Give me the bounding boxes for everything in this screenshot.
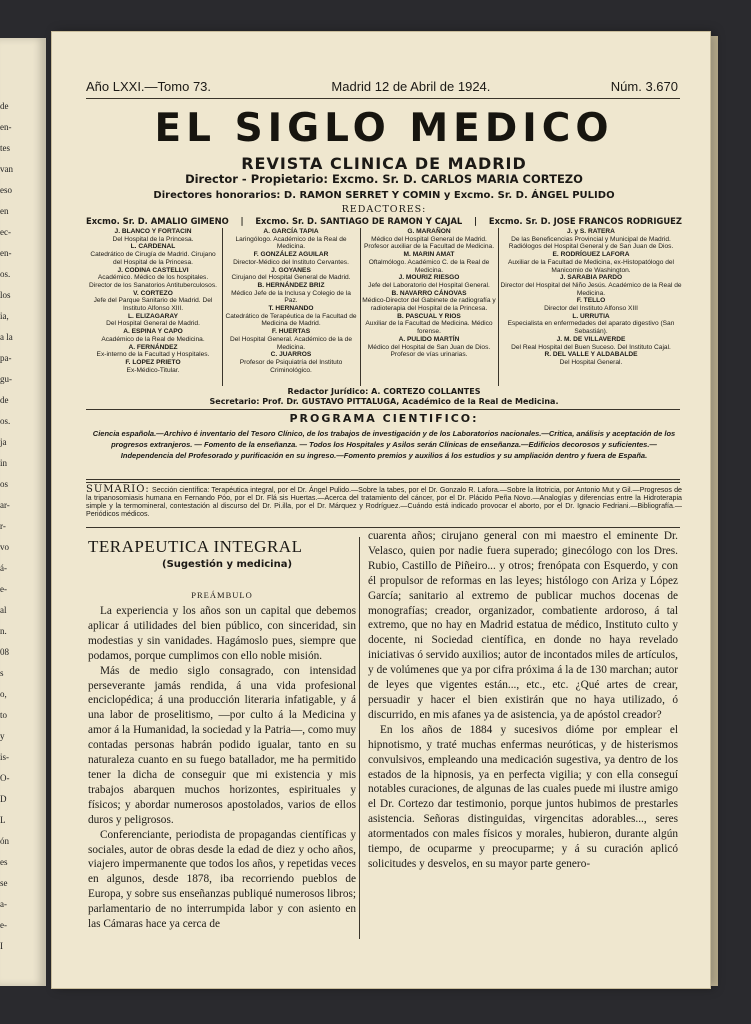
chief-editor-1: Excmo. Sr. D. AMALIO GIMENO	[86, 216, 229, 226]
editor-description: Ex-Médico-Titular.	[126, 366, 180, 374]
article-left-column	[88, 537, 356, 932]
journal-title: EL SIGLO MEDICO	[154, 106, 614, 151]
editors-column-3	[362, 228, 496, 359]
previous-page-fragment: ja	[0, 437, 7, 447]
section-heading: PREÁMBULO	[191, 590, 253, 600]
previous-page-fragment: es	[0, 857, 8, 867]
editor-description: Jefe del Laboratorio del Hospital General.	[368, 281, 490, 289]
issue-volume: Año LXXI.—Tomo 73.	[86, 79, 212, 94]
previous-page-fragment: os	[0, 479, 9, 489]
editor-name: M. MARIN AMAT	[403, 251, 455, 259]
previous-page-fragment: D	[0, 794, 7, 804]
editor-name: J. CODINA CASTELLVI	[117, 266, 189, 274]
editor-name: C. JUARROS	[270, 351, 312, 359]
editor-name: F. TELLO	[576, 297, 606, 305]
editor-description: Especialista en enfermedades del aparato digestivo (San Sebastián).	[507, 320, 675, 336]
editor-description: Médico del Hospital de San Juan de Dios. Profesor de vías urinarias.	[367, 343, 491, 359]
editor-name: R. DEL VALLE Y ALDABALDE	[544, 351, 638, 359]
previous-page-fragment: e-	[0, 920, 7, 930]
editor-description: Del Hospital de la Princesa.	[112, 235, 194, 243]
editor-description: Laringólogo. Académico de la Real de Medicina.	[235, 235, 347, 251]
previous-page-fragment: y	[0, 731, 5, 741]
previous-page-fragment: r-	[0, 521, 6, 531]
previous-page-fragment: eso	[0, 185, 12, 195]
journal-subtitle: REVISTA CLINICA DE MADRID	[241, 154, 527, 173]
previous-page-fragment: de	[0, 101, 9, 111]
sumario-label: SUMARIO:	[86, 484, 150, 495]
previous-page-fragment: os.	[0, 416, 11, 426]
previous-page-fragment: á-	[0, 563, 7, 573]
newspaper-page	[52, 32, 710, 988]
programa-rule-top	[86, 409, 680, 410]
masthead-line	[86, 79, 678, 94]
editor-name: A. PULIDO MARTÍN	[398, 335, 460, 343]
editor-description: Profesor de Psiquiatría del Instituto Criminológico.	[239, 358, 343, 374]
editor-description: Médico-Director del Gabinete de radiografía y radioterapia del Hospital de la Princesa.	[362, 297, 496, 313]
paragraph: La experiencia y los años son un capital que debemos aplicar á utilidades del bien público, con sinceridad, sin modestias y sin vanidades. Hagámoslo pues, siempre que podamos, porque cumplimos con ello noble misión.	[88, 605, 356, 662]
editor-name: J. y S. RATERA	[567, 228, 615, 235]
previous-page-fragment: ec-	[0, 227, 11, 237]
sumario	[86, 486, 682, 519]
programa-rule-bottom-2	[86, 482, 680, 483]
separator-1: |	[240, 216, 244, 226]
article-column-divider	[359, 537, 360, 939]
previous-page-fragment: L	[0, 815, 6, 825]
editor-name: A. ESPINA Y CAPO	[123, 328, 183, 336]
masthead-rule	[86, 98, 680, 99]
column-divider	[360, 228, 361, 386]
editor-description: Ex-interno de la Facultad y Hospitales.	[96, 351, 210, 359]
previous-page-fragment: en-	[0, 122, 12, 132]
editor-description: Oftalmólogo. Académico C. de la Real de Medicina.	[368, 258, 490, 274]
editor-name: J. BLANCO Y FORTACIN	[114, 228, 192, 235]
editor-name: B. NAVARRO CÁNOVAS	[391, 289, 467, 297]
sumario-rule	[86, 527, 680, 528]
editor-name: J. MOURIZ RIESGO	[398, 274, 460, 282]
programa-rule-bottom	[86, 479, 680, 480]
secretary: Secretario: Prof. Dr. GUSTAVO PITTALUGA, Académico de la Real de Medicina.	[209, 397, 559, 406]
previous-page-fragment: van	[0, 164, 13, 174]
previous-page-strip	[0, 38, 46, 986]
previous-page-fragment: ón	[0, 836, 9, 846]
previous-page-fragment: se	[0, 878, 8, 888]
editor-description: Director del Hospital del Niño Jesús. Académico de la Real de Medicina.	[500, 281, 682, 297]
editors-column-2	[224, 228, 358, 374]
previous-page-fragment: I	[0, 941, 3, 951]
previous-page-fragment: gu-	[0, 374, 12, 384]
previous-page-fragment: al	[0, 605, 7, 615]
legal-editor: Redactor Jurídico: A. CORTEZO COLLANTES	[287, 387, 481, 396]
editor-description: Médico Jefe de la Inclusa y Colegio de la Paz.	[231, 289, 351, 305]
editor-description: Director-Médico del Instituto Cervantes.	[233, 258, 349, 266]
previous-page-fragment: O-	[0, 773, 10, 783]
editor-name: V. CORTEZO	[133, 289, 173, 297]
previous-page-fragment: los	[0, 290, 11, 300]
previous-page-fragment: 08	[0, 647, 9, 657]
editor-name: J. GOYANES	[271, 266, 311, 274]
editor-description: Jefe del Parque Sanitario de Madrid. Del Instituto Alfonso XIII.	[93, 297, 213, 313]
previous-page-fragment: to	[0, 710, 8, 720]
column-divider	[222, 228, 223, 386]
article-right-column	[368, 529, 678, 872]
programa-text: Ciencia española.—Archivo é inventario del Tesoro Clínico, de los trabajos de investigación y de los Laboratorios nacionales.—Critica, análisis y aceptación de los progresos extranjeros. — Fomento de la enseñanza. — Todos los Hospitales y Asilos serán Clínicas de enseñanza.—Edificios decorosos y suficientes.—Independencia del Profesorado y purificación en su ingreso.—Fomento premios y auxilios á los estudios y su ampliación dentro y fuera de España.	[92, 429, 676, 460]
previous-page-fragment: de	[0, 395, 9, 405]
editor-name: A. GARCÍA TAPIA	[263, 228, 319, 235]
paragraph: Conferenciante, periodista de propagandas científicas y sociales, autor de obras desde la edad de diez y ocho años, viajero impermanente que todos los años, y repetidas veces en algunos, desde 1878, iba recorriendo pueblos de Europa, y sobre sus enseñanzas publiqué numerosos libros; parlamentario de no interrumpida labor y con asiento en las Cámaras hace ya cerca de	[88, 828, 356, 931]
editor-name: F. GONZÁLEZ AGUILAR	[253, 251, 329, 259]
paragraph: Más de medio siglo consagrado, con intensidad perseverante jamás rendida, á una vida profesional enciclopédica; á una producción literaria infatigable, y á una labor de proselitismo, —por culto á la Medicina y amor á la Humanidad, la sociedad y la Patria—, como muy contadas personas habrán podido igualar, tanto en su naturaleza cuanto en su fuego batallador, me ha permitido tener la dicha de conseguir que mi existencia y mis trabajos abarquen muchos horizontes, espirituales y físicos; y abordar numerosos apostolados, varios de ellos duros y peligrosos.	[88, 664, 356, 826]
editors-column-1	[86, 228, 220, 374]
previous-page-fragment: o,	[0, 689, 7, 699]
previous-page-fragment: in	[0, 458, 8, 468]
article-body-left	[88, 604, 356, 932]
paragraph: cuarenta años; cirujano general con mi maestro el eminente Dr. Velasco, quien por nadie fuera superado; ginecólogo con los Dres. Rubio, Castillo de Piñeiro... y otros; frenópata con Esquerdo, y con él propulsor de reformas en las leyes; histólogo con Ariza y López García; sanitario al extremo de publicar muchos docenas de monografías; creador, organizador, combatiente ardoroso, á tal extremo, que no hay en Madrid estatua de médico, Instituto culto y docente, ni Sociedad científica, en donde no haya revelado iniciativas ó servido auxilios; autor de incontados miles de artículos, y de volúmenes que ya por cifra próxima á la de 130 marchan; autor de leyes que vigentes están..., etc., etc. ¿Qué artes de crear, persuadir y hacer el bien existirán que no haya utilizado, ó discurrido, en mis afanes ya de asistencia, ya de apóstol creador?	[368, 530, 678, 721]
editor-description: Del Real Hospital del Buen Suceso. Del Instituto Cajal.	[511, 343, 671, 351]
sumario-text: Sección científica: Terapéutica integral, por el Dr. Ángel Pulido.—Sobre la tabes, por el Dr. Gonzalo R. Lafora.—Sobre la litotricia, por Antonio Mut y Gil.—Progresos de la tripanosomiasis humana en Fernando Póo, por el Dr. Flá sis Huertas.—Acerca del tratamiento del cáncer, por el Dr. Plácido Peña Novo.—Analogías y diferencias entre la Hidroterapia simple y la termomineral, contestación al discurso del Dr. Pi.illa, por el Dr. Márquez y Rodríguez.—Cuándo está indicado provocar el aborto, por el Dr. Ignacio Fedriani.—Bibliografía.—Periódicos médicos.	[86, 486, 682, 518]
previous-page-fragment: en	[0, 206, 9, 216]
article-title: TERAPEUTICA INTEGRAL	[88, 537, 303, 556]
editor-description: De las Beneficencias Provincial y Municipal de Madrid. Radiólogos del Hospital General y de San Juan de Dios.	[508, 235, 674, 251]
editor-name: T. HERNANDO	[268, 305, 314, 313]
editor-description: Cirujano del Hospital General de Madrid.	[231, 274, 351, 282]
editors-column-4	[500, 228, 682, 367]
editor-name: B. PASCUAL Y RIOS	[397, 312, 461, 320]
previous-page-fragment: s	[0, 668, 4, 678]
editor-name: J. M. DE VILLAVERDE	[556, 335, 626, 343]
previous-page-fragment: os.	[0, 269, 11, 279]
editor-description: Director del Instituto Alfonso XIII	[544, 305, 638, 313]
editor-name: A. FERNÁNDEZ	[128, 343, 178, 351]
editor-description: Catedrático de Cirugía de Madrid. Cirujano del Hospital de la Princesa.	[90, 251, 216, 266]
editor-name: F. HUERTAS	[271, 328, 311, 336]
editor-description: Del Hospital General de Madrid.	[106, 320, 200, 328]
editor-description: Catedrático de Terapéutica de la Facultad de Medicina de Madrid.	[225, 312, 357, 328]
previous-page-fragment: ia,	[0, 311, 9, 321]
previous-page-fragment: is-	[0, 752, 9, 762]
previous-page-fragment: e-	[0, 584, 7, 594]
editor-description: Auxiliar de la Facultad de Medicina. Médico forense.	[365, 320, 493, 336]
director-line: Director - Propietario: Excmo. Sr. D. CARLOS MARIA CORTEZO	[185, 172, 583, 186]
column-divider	[498, 228, 499, 386]
editor-name: L. CARDENAL	[130, 243, 176, 251]
previous-page-fragment: en-	[0, 248, 12, 258]
article-subtitle: (Sugestión y medicina)	[162, 559, 293, 570]
programa-title: PROGRAMA CIENTIFICO:	[289, 412, 479, 425]
chief-editor-2: Excmo. Sr. D. SANTIAGO DE RAMON Y CAJAL	[255, 216, 463, 226]
previous-page-fragment: a-	[0, 899, 7, 909]
editor-name: E. RODRÍGUEZ LAFORA	[552, 251, 630, 259]
editor-description: Académico. Médico de los hospitales. Director de los Sanatorios Antituberculosos.	[89, 274, 217, 289]
previous-page-fragment: n.	[0, 626, 7, 636]
editor-name: F. LOPEZ PRIETO	[125, 358, 181, 366]
separator-2: |	[474, 216, 478, 226]
honorary-directors: Directores honorarios: D. RAMON SERRET Y COMIN y Excmo. Sr. D. ÁNGEL PULIDO	[153, 190, 615, 201]
issue-number: Núm. 3.670	[610, 79, 678, 94]
editor-name: L. ELIZAGARAY	[128, 312, 178, 320]
paragraph: En los años de 1884 y sucesivos dióme por emplear el hipnotismo, y traté muchas enfermas neuróticas, y de histerismos convulsivos, empleando una medicación sugestiva, ya dentro de los estados de la hipnosis, ya en perfecta vigilia; y con ella conseguí notables curaciones, de algunas de las cuales puede mi ilustre amigo el Dr. Cortezo dar testimonio, porque juntos hubimos de prestarles asistencia. Señoras distinguidas, virgencitas adorables..., seres atormentados con males físicos y morales, hubieron, durante algún tiempo, de ocuparme y preocuparme; y á su curación aplicó solicitudes y desvelos, en su mayor parte genero-	[368, 723, 678, 870]
editor-description: Del Hospital General. Académico de la de Medicina.	[229, 335, 353, 351]
chief-editor-3: Excmo. Sr. D. JOSE FRANCOS RODRIGUEZ	[488, 216, 682, 226]
editor-description: Auxiliar de la Facultad de Medicina, ex-Histopatólogo del Manicomio de Washington.	[507, 258, 675, 274]
previous-page-fragment: pa-	[0, 353, 12, 363]
issue-date: Madrid 12 de Abril de 1924.	[331, 79, 491, 94]
editor-name: G. MARAÑON	[407, 228, 451, 235]
editor-description: Del Hospital General.	[559, 358, 623, 366]
editor-name: J. SARABIA PARDO	[559, 274, 623, 282]
editor-description: Académico de la Real de Medicina.	[101, 335, 205, 343]
editor-name: B. HERNÁNDEZ BRIZ	[257, 281, 325, 289]
previous-page-fragment: a la	[0, 332, 13, 342]
redactores-label: REDACTORES:	[341, 204, 427, 215]
previous-page-fragment: tes	[0, 143, 10, 153]
previous-page-fragment: ar-	[0, 500, 10, 510]
previous-page-fragment: vo	[0, 542, 9, 552]
article-body-right	[368, 529, 678, 872]
editor-name: L. URRUTIA	[572, 312, 610, 320]
chief-editors	[86, 216, 682, 226]
editor-description: Médico del Hospital General de Madrid. Profesor auxiliar de la Facultad de Medicina.	[363, 235, 495, 251]
